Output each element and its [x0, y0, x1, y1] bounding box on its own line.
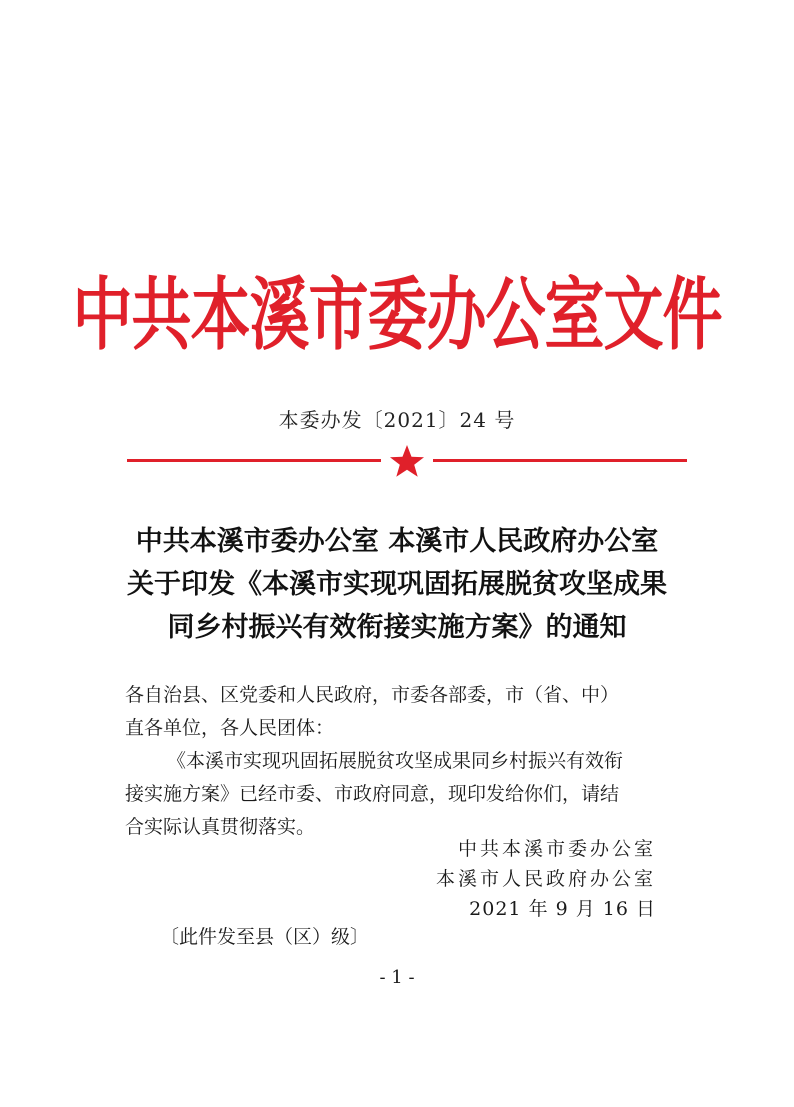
paragraph-line-1: 《本溪市实现巩固拓展脱贫攻坚成果同乡村振兴有效衔: [167, 750, 624, 772]
document-number: 本委办发〔2021〕24 号: [278, 408, 516, 432]
star-icon: [390, 445, 424, 477]
red-header-rule: [127, 443, 687, 479]
issuer-1: 中共本溪市委办公室: [457, 838, 656, 860]
masthead-title: 中共本溪市委办公室文件: [72, 269, 722, 362]
paragraph-line-3: 合实际认真贯彻落实。: [125, 816, 316, 838]
red-rule-right: [433, 459, 687, 462]
issuer-2: 本溪市人民政府办公室: [435, 868, 656, 890]
paragraph-line-2: 接实施方案》已经市委、市政府同意，现印发给你们，请结: [125, 783, 620, 805]
title-line-1: 中共本溪市委办公室 本溪市人民政府办公室: [135, 526, 659, 557]
title-line-2: 关于印发《本溪市实现巩固拓展脱贫攻坚成果: [127, 569, 667, 600]
signature-block: [436, 834, 656, 924]
recipients-line-1: 各自治县、区党委和人民政府，市委各部委，市（省、中）: [125, 684, 620, 706]
red-rule-left: [127, 459, 381, 462]
recipients-line-2: 直各单位，各人民团体：: [125, 717, 335, 739]
distribution-note: 〔此件发至县（区）级〕: [160, 926, 370, 948]
notice-title: [0, 520, 794, 649]
notice-body: [125, 679, 685, 844]
page-number: - 1 -: [379, 967, 415, 988]
issue-date: 2021 年 9 月 16 日: [469, 898, 656, 920]
title-line-3: 同乡村振兴有效衔接实施方案》的通知: [167, 612, 627, 643]
